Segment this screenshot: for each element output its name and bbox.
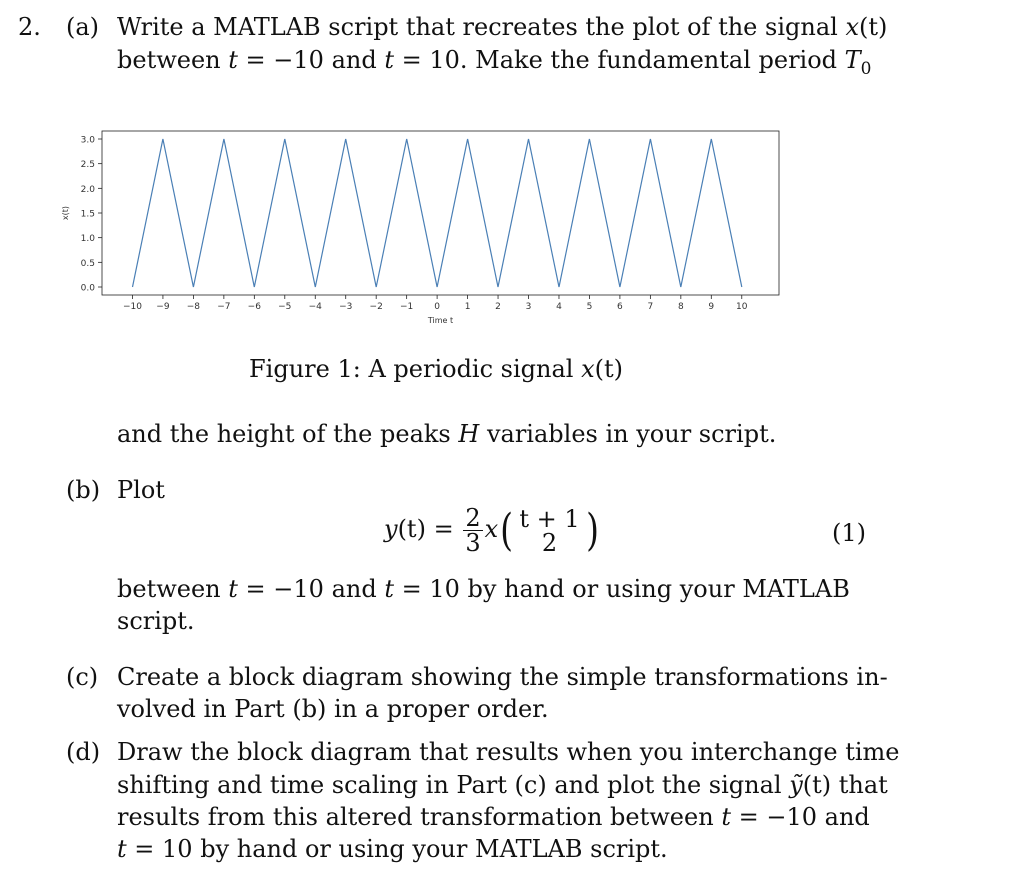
x-tick-label: −7 (217, 302, 231, 312)
y-tick-label: 1.5 (80, 209, 95, 220)
equation-1: y(t) = $\frac{2}{3}$ x( t + 1 2 ) (384, 504, 599, 557)
part-c-label: (c) (66, 663, 99, 691)
part-b-text: Plot (117, 476, 165, 504)
y-tick-label: 0.5 (80, 258, 95, 269)
part-c-line1: Create a block diagram showing the simple transformations in- (117, 663, 888, 691)
x-tick-label: 2 (495, 302, 501, 312)
part-a-line3: and the height of the peaks H variables in your script. (117, 420, 777, 448)
x-tick-label: −8 (186, 302, 201, 312)
part-c-line2: volved in Part (b) in a proper order. (117, 695, 549, 723)
x-tick-label: 7 (647, 302, 654, 312)
equation-number: (1) (832, 519, 866, 547)
x-tick-label: 10 (736, 302, 748, 312)
x-tick-label: 8 (677, 302, 684, 312)
y-tick-label: 0.0 (80, 283, 95, 294)
y-tick-label: 1.0 (80, 234, 95, 245)
part-d-line3: results from this altered transformation between t = −10 and (117, 803, 870, 831)
plot-marks (133, 139, 742, 287)
part-b-label: (b) (66, 476, 101, 504)
figure-caption: Figure 1: A periodic signal x(t) (249, 355, 624, 383)
x-tick-label: 1 (464, 302, 471, 312)
x-tick-label: 6 (617, 302, 623, 312)
part-a-label: (a) (66, 13, 100, 41)
x-tick-label: −3 (339, 302, 353, 312)
x-tick-label: −2 (369, 302, 383, 312)
x-tick-label: 5 (586, 302, 593, 312)
plot-axes (61, 131, 779, 325)
x-axis-label: Time t (427, 316, 454, 325)
y-tick-label: 3.0 (80, 135, 95, 146)
x-tick-label: −4 (308, 302, 322, 312)
part-b-line3: script. (117, 607, 195, 635)
x-tick-label: −5 (278, 302, 292, 312)
x-tick-label: −6 (247, 302, 261, 312)
x-tick-label: 3 (525, 302, 532, 312)
problem-number: 2. (18, 13, 41, 41)
x-tick-label: −1 (400, 302, 414, 312)
x-tick-label: 4 (556, 302, 562, 312)
coef-fraction: $\frac{2}{3}$ (465, 504, 481, 557)
part-d-line4: t = 10 by hand or using your MATLAB script. (117, 835, 668, 863)
part-a-line2: between t = −10 and t = 10. Make the fundamental period $T_0$ (117, 46, 872, 79)
series-line (133, 139, 742, 287)
x-tick-label: −10 (122, 302, 142, 312)
x-tick-label: −9 (156, 302, 170, 312)
part-a-line1: Write a MATLAB script that recreates the plot of the signal x(t) (117, 13, 888, 41)
x-tick-label: 0 (434, 302, 440, 312)
y-axis-label: x(t) (61, 205, 70, 221)
part-b-line2: between t = −10 and t = 10 by hand or using your MATLAB (117, 575, 850, 603)
part-d-line2: shifting and time scaling in Part (c) and plot the signal ỹ(t) that (117, 771, 888, 799)
signal-plot (50, 120, 790, 330)
part-d-label: (d) (66, 738, 101, 766)
x-tick-label: 9 (708, 302, 715, 312)
arg-fraction: t + 1 2 (519, 504, 580, 557)
part-d-line1: Draw the block diagram that results when you interchange time (117, 738, 900, 766)
y-tick-label: 2.0 (80, 184, 95, 195)
y-tick-label: 2.5 (80, 160, 95, 171)
